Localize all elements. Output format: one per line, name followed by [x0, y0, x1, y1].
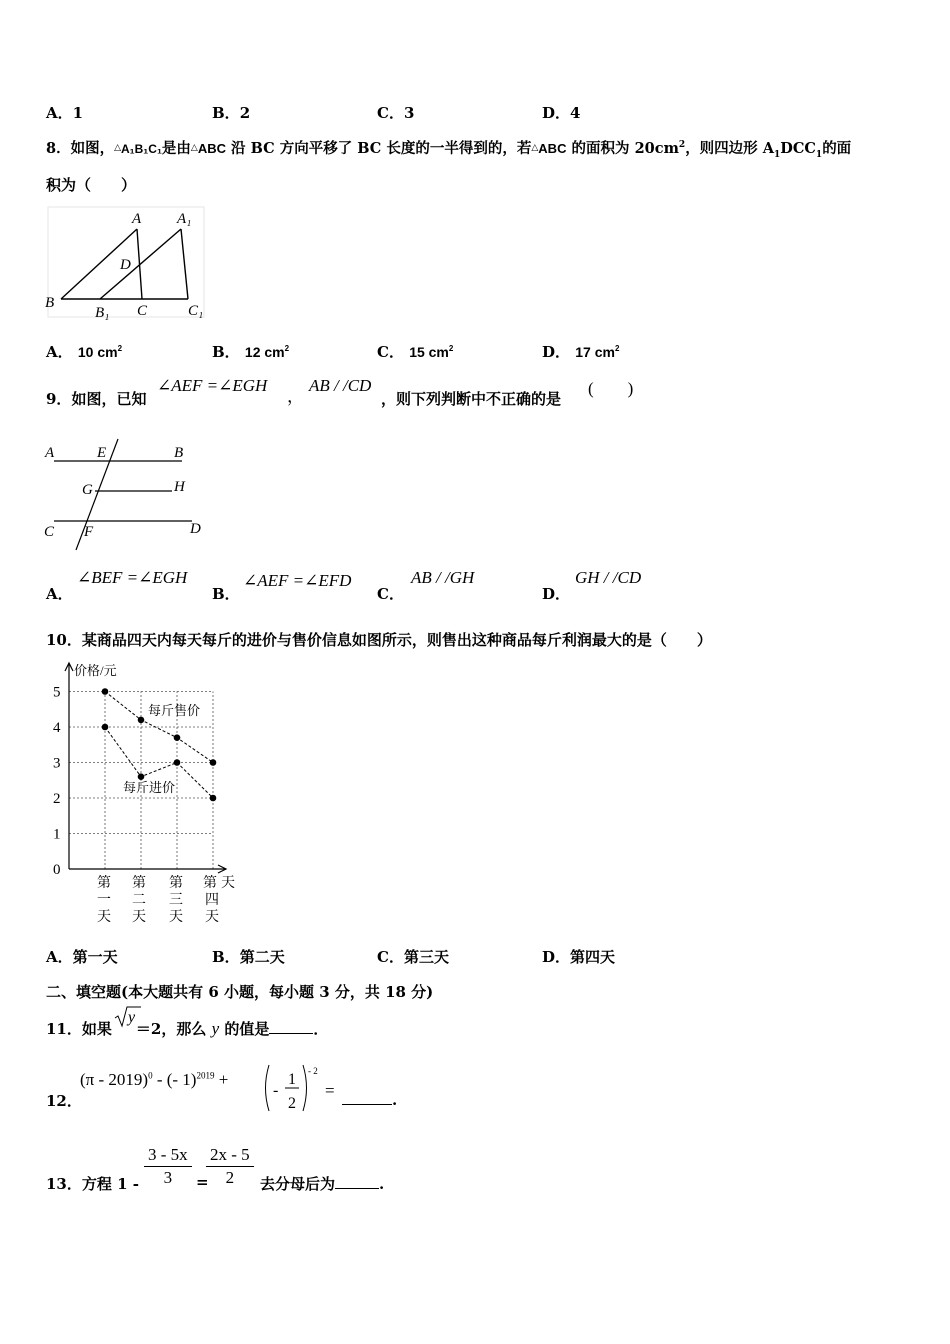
q9-label-e: E — [97, 445, 107, 461]
q9-label-g: G — [82, 482, 93, 498]
q8-label-b1: B₁ — [95, 305, 110, 320]
q11-radicand: y — [128, 1009, 136, 1026]
chart-point-sell — [102, 688, 109, 695]
q9-stem-b: ，则下列判断中不正确的是 — [381, 390, 562, 408]
chart-x-tick-char: 第 — [97, 876, 111, 891]
q9-option-d-value: GH / /CD — [575, 568, 642, 587]
q13-stem-b: 去分母后为 . — [260, 1175, 385, 1193]
chart-x-tick-char: 第 — [132, 876, 146, 891]
q8-label-c1: C₁ — [188, 303, 204, 319]
q8-label-d: D — [120, 257, 131, 273]
q12-right-paren — [303, 1065, 307, 1111]
q7-option-b: B．2 — [212, 104, 251, 122]
q10-stem: 10．某商品四天内每天每斤的进价与售价信息如图所示，则售出这种商品每斤利润最大的是（ ） — [46, 631, 712, 649]
section2-title: 二、填空题(本大题共有 6 小题，每小题 3 分，共 18 分) — [46, 983, 434, 1001]
q9-figure — [40, 435, 215, 555]
q8-option-d: D． 17 $cm^2$ — [542, 343, 620, 361]
q7-option-a: A．1 — [46, 104, 84, 122]
q9-label-h: H — [174, 479, 185, 495]
chart-x-tick-char: 一 — [97, 893, 111, 908]
q9-option-a-value: ∠BEF =∠EGH — [77, 568, 188, 587]
q12-answer: . — [342, 1090, 397, 1109]
q10-option-a: A．第一天 — [46, 948, 118, 966]
q9-label-f: F — [84, 524, 94, 540]
q9-cond1: ∠AEF =∠EGH — [157, 376, 268, 395]
q9-option-b-letter: B． — [212, 585, 240, 603]
q13-frac2-num: 2x - 5 — [206, 1144, 254, 1167]
q12-paren-frac — [261, 1060, 321, 1118]
q11-answer-blank[interactable] — [269, 1019, 313, 1034]
q8-option-c: C． 15 $cm^2$ — [377, 343, 454, 361]
q13-answer-blank[interactable] — [335, 1174, 379, 1189]
chart-y-tick: 3 — [53, 755, 61, 772]
q13-frac2-den: 2 — [225, 1168, 235, 1187]
chart-x-tick-char: 天 — [205, 910, 219, 923]
q8-figure — [40, 205, 210, 320]
chart-point-buy — [138, 773, 145, 780]
q9-option-b-value: ∠AEF =∠EFD — [243, 571, 352, 590]
q9-paren: ( ) — [588, 379, 634, 398]
q8-line-a1c1 — [181, 229, 188, 299]
q13-frac1 — [144, 1144, 192, 1189]
q10-option-c: C．第三天 — [377, 948, 449, 966]
q12-eq: = — [325, 1081, 335, 1100]
q8-label-c: C — [137, 303, 148, 319]
chart-point-buy — [174, 759, 181, 766]
q13-frac2 — [206, 1144, 254, 1189]
q9-label-c: C — [44, 524, 55, 540]
chart-y-tick: 1 — [53, 826, 61, 843]
q9-cond2: AB / /CD — [309, 376, 372, 395]
q12-frac-prefix: - — [273, 1082, 279, 1099]
q9-option-d-letter: D． — [542, 585, 571, 603]
q9-comma: ， — [287, 387, 304, 406]
q9-label-b: B — [174, 445, 184, 461]
q13-eq: = — [196, 1173, 209, 1191]
chart-y-tick: 0 — [53, 862, 61, 878]
q10-option-b: B．第二天 — [212, 948, 285, 966]
chart-point-buy — [102, 724, 109, 731]
q8-line-b1a1 — [100, 229, 181, 299]
chart-point-sell — [138, 717, 145, 724]
q12-frac-den: 2 — [288, 1095, 296, 1112]
chart-series-label-sell: 每斤售价 — [148, 703, 201, 718]
q11-stem: 11．如果 ＝2，那么 y 的值是 ． — [46, 1019, 329, 1038]
chart-x-label: 天 — [221, 876, 235, 891]
q13-frac1-den: 3 — [163, 1168, 173, 1187]
chart-point-sell — [210, 759, 217, 766]
q12-left-paren — [266, 1065, 270, 1111]
q12-number: 12． — [46, 1092, 82, 1110]
chart-x-tick-char: 三 — [169, 893, 183, 908]
q12-outer-exp: - 2 — [308, 1066, 318, 1076]
q9-option-c-letter: C． — [377, 585, 404, 603]
q12-answer-blank[interactable] — [342, 1090, 392, 1105]
q8-stem-line2: 积为（ ） — [46, 176, 137, 194]
chart-x-tick-char: 四 — [205, 893, 219, 908]
chart-x-tick-char: 天 — [97, 910, 111, 923]
q8-label-a1: A₁ — [177, 211, 192, 227]
q9-option-c-value: AB / /GH — [411, 568, 475, 587]
chart-series-label-buy: 每斤进价 — [123, 780, 176, 795]
q7-option-d: D．4 — [542, 104, 581, 122]
chart-point-buy — [210, 795, 217, 802]
q13-frac1-num: 3 - 5x — [144, 1144, 192, 1167]
q8-option-a: A． 10 $cm^2$ — [46, 343, 123, 361]
chart-x-tick-char: 二 — [132, 893, 146, 908]
q10-chart — [40, 658, 245, 923]
chart-x-tick-char: 天 — [132, 910, 146, 923]
chart-x-tick-char: 天 — [169, 910, 183, 923]
chart-x-tick-char: 第 — [169, 876, 183, 891]
q8-label-a: A — [132, 211, 142, 227]
q8-stem: 8．如图，△A₁B₁C₁是由△ABC 沿 BC 方向平移了 BC 长度的一半得到的，若△ABC 的面积为 $20cm^2$，则四边形 $A_1DCC_1$的面 — [46, 140, 852, 160]
q9-option-a-letter: A． — [46, 585, 73, 603]
q9-stem-a: 9．如图，已知 — [46, 390, 147, 408]
chart-y-tick: 4 — [53, 720, 61, 736]
q10-option-d: D．第四天 — [542, 948, 616, 966]
chart-y-tick: 2 — [53, 791, 61, 807]
q12-frac-num: 1 — [288, 1071, 296, 1088]
chart-y-tick: 5 — [53, 684, 61, 701]
q7-option-c: C．3 — [377, 104, 415, 122]
q8-option-b: B． 12 $cm^2$ — [212, 343, 290, 361]
chart-point-sell — [174, 734, 181, 741]
q13-stem-a: 13．方程 1 - — [46, 1175, 139, 1193]
q9-label-a: A — [45, 445, 55, 461]
chart-x-word: 第 — [203, 876, 217, 891]
q9-label-d: D — [190, 521, 201, 537]
q11-radical — [113, 1004, 143, 1030]
chart-y-label: 价格/元 — [74, 663, 117, 678]
q8-label-b: B — [45, 295, 55, 311]
q12-expr: (π - 2019)$^0$ - (- 1)$^{2019}$ + — [80, 1070, 229, 1089]
